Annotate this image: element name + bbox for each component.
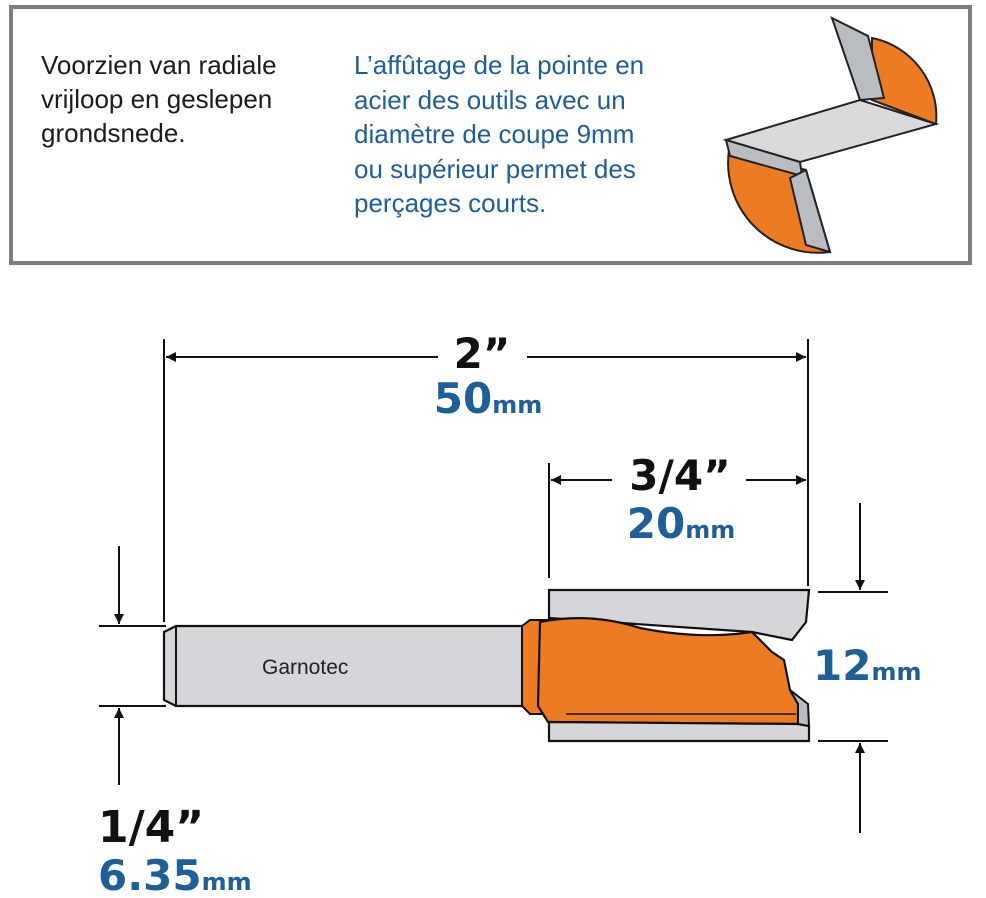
overall-length-mm-unit: mm — [492, 391, 543, 419]
cutting-length-mm-unit: mm — [685, 516, 736, 544]
shank-diameter-mm — [98, 851, 252, 898]
lower-blade — [549, 722, 809, 741]
info-text-dutch: Voorzien van radiale vrijloop en geslepen grondsnede. — [41, 50, 277, 148]
shank-diameter-inch: 1/4” — [98, 802, 205, 853]
overall-length-mm-value: 50 — [433, 374, 493, 423]
cutting-diameter-mm-unit: mm — [871, 658, 922, 686]
router-bit — [164, 590, 809, 741]
overall-length-inch: 2” — [453, 329, 511, 378]
cutting-diameter-mm-value: 12 — [813, 641, 872, 690]
overall-length-mm — [434, 374, 542, 423]
brand-label: Garnotec — [262, 656, 349, 679]
cutting-diameter-mm — [813, 641, 921, 690]
sharpening-illustration — [726, 18, 936, 253]
info-text-french: L’affûtage de la pointe en acier des outils avec un diamètre de coupe 9mm ou supérieur permet des perçages courts. — [354, 50, 645, 218]
shank-diameter-mm-unit: mm — [201, 868, 252, 896]
shank-diameter-mm-value: 6.35 — [98, 851, 202, 898]
cutting-length-mm-value: 20 — [626, 499, 686, 548]
cutting-length-mm — [627, 499, 735, 548]
cutting-length-inch: 3/4” — [629, 451, 731, 500]
